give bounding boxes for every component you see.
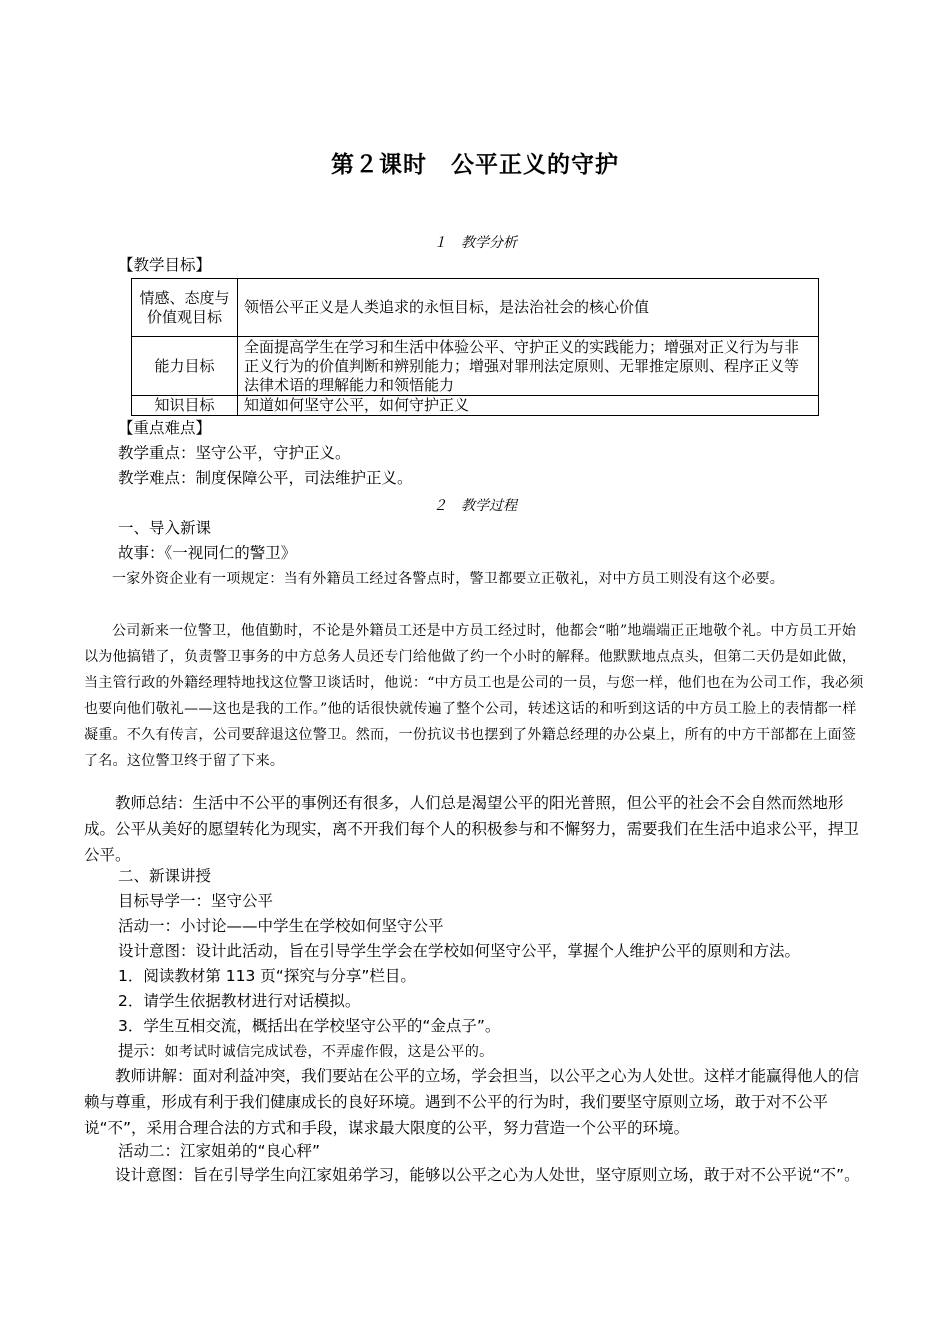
hint <box>118 1041 493 1062</box>
story-paragraph-2: 公司新来一位警卫，他值勤时，不论是外籍员工还是中方员工经过时，他都会“啪”地端端正正地敬个礼。中方员工开始以为他搞错了，负责警卫事务的中方总务人员还专门给他做了约一个小时的解释。他默默地点点头，但第二天仍是如此做，当主管行政的外籍经理特地找这位警卫谈话时，他说：“中方员工也是公司的一员，与您一样，他们也在为公司工作，我必须也要向他们敬礼——这也是我的工作。”他的话很快就传遍了整个公司，转述这话的和听到这话的中方员工脸上的表情都一样凝重。不久有传言，公司要辞退这位警卫。然而，一份抗议书也摆到了外籍总经理的办公桌上，所有的中方干部都在上面签了名。这位警卫终于留了下来。 <box>84 623 864 769</box>
part2-title: 二、新课讲授 <box>118 867 212 885</box>
design2: 设计意图：旨在引导学生向江家姐弟学习，能够以公平之心为人处世，坚守原则立场，敢于对不公平说“不”。 <box>115 1166 860 1184</box>
story-paragraph-1: 一家外资企业有一项规定：当有外籍员工经过各警点时，警卫都要立正敬礼，对中方员工则没有这个必要。 <box>112 571 785 587</box>
goal-content-emotion: 领悟公平正义是人类追求的永恒目标，是法治社会的核心价值 <box>238 279 819 337</box>
goal-label-ability: 能力目标 <box>132 337 238 396</box>
step1: 1．阅读教材第 113 页“探究与分享”栏目。 <box>118 967 416 985</box>
teaching-goals-header: 【教学目标】 <box>118 256 212 274</box>
activity1: 活动一：小讨论——中学生在学校如何坚守公平 <box>118 917 444 935</box>
goal-label-knowledge: 知识目标 <box>132 396 238 416</box>
step2: 2．请学生依据教材进行对话模拟。 <box>118 992 361 1010</box>
hint-label: 提示： <box>118 1042 165 1060</box>
part1-title: 一、导入新课 <box>118 519 212 537</box>
design1: 设计意图：设计此活动，旨在引导学生学会在学校如何坚守公平，掌握个人维护公平的原则和方法。 <box>118 942 801 960</box>
section-heading-analysis: １ 教学分析 <box>433 235 517 251</box>
goal1: 目标导学一：坚守公平 <box>118 892 274 910</box>
goal-content-ability: 全面提高学生在学习和生活中体验公平、守护正义的实践能力；增强对正义行为与非正义行为的价值判断和辨别能力；增强对罪刑法定原则、无罪推定原则、程序正义等法律术语的理解能力和领悟能力 <box>238 337 819 396</box>
key-point: 教学重点：坚守公平，守护正义。 <box>118 444 351 462</box>
goal-label-emotion: 情感、态度与价值观目标 <box>132 279 238 337</box>
hint-text: 如考试时诚信完成试卷，不弄虚作假，这是公平的。 <box>164 1044 494 1060</box>
table-row <box>132 279 819 337</box>
step3: 3．学生互相交流，概括出在学校坚守公平的“金点子”。 <box>118 1017 501 1035</box>
table-row <box>132 396 819 416</box>
goals-table <box>131 278 819 416</box>
section-heading-process: ２ 教学过程 <box>433 498 517 514</box>
teacher-summary: 教师总结：生活中不公平的事例还有很多，人们总是渴望公平的阳光普照，但公平的社会不会自然而然地形成。公平从美好的愿望转化为现实，离不开我们每个人的积极参与和不懈努力，需要我们在生活中追求公平，捍卫公平。 <box>84 794 860 864</box>
story-title: 故事：《一视同仁的警卫》 <box>118 544 297 562</box>
teacher-explain: 教师讲解：面对利益冲突，我们要站在公平的立场，学会担当，以公平之心为人处世。这样才能赢得他人的信赖与尊重，形成有利于我们健康成长的良好环境。遇到不公平的行为时，我们要坚守原则立场，敢于对不公平说“不”，采用合理合法的方式和手段，谋求最大限度的公平，努力营造一个公平的环境。 <box>84 1067 860 1137</box>
page-title: 第２课时 公平正义的守护 <box>331 151 619 178</box>
activity2: 活动二：江家姐弟的“良心秤” <box>118 1142 321 1160</box>
table-row <box>132 337 819 396</box>
key-points-header: 【重点难点】 <box>118 419 212 437</box>
goal-content-knowledge: 知道如何坚守公平，如何守护正义 <box>238 396 819 416</box>
difficult-point: 教学难点：制度保障公平，司法维护正义。 <box>118 469 413 487</box>
